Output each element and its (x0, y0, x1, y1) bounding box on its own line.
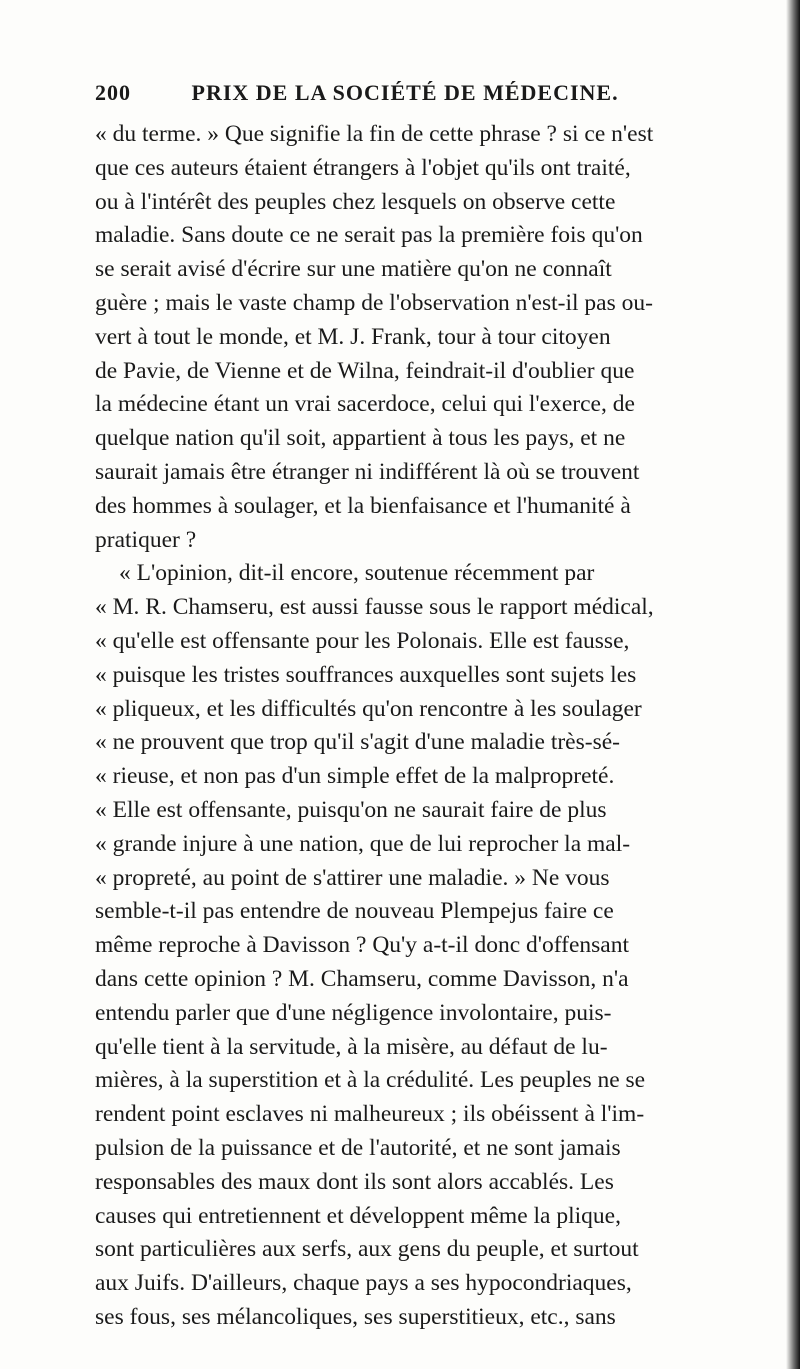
text-line: causes qui entretiennent et développent même la plique, (95, 1202, 621, 1229)
text-line: sont particulières aux serfs, aux gens du peuple, et surtout (95, 1236, 639, 1263)
text-line: qu'elle tient à la servitude, à la misère, au défaut de lu- (95, 1033, 608, 1060)
text-line: « ne prouvent que trop qu'il s'agit d'une maladie très-sé- (95, 729, 620, 756)
text-line: aux Juifs. D'ailleurs, chaque pays a ses hypocondriaques, (95, 1270, 632, 1297)
text-line: vert à tout le monde, et M. J. Frank, tour à tour citoyen (95, 323, 611, 350)
paragraph-start-line: « L'opinion, dit-il encore, soutenue récemment par (119, 560, 595, 587)
running-header (95, 80, 735, 114)
text-line: ou à l'intérêt des peuples chez lesquels on observe cette (95, 188, 616, 215)
text-line: des hommes à soulager, et la bienfaisance et l'humanité à (95, 492, 631, 519)
text-line: dans cette opinion ? M. Chamseru, comme Davisson, n'a (95, 965, 629, 992)
text-line: « pliqueux, et les difficultés qu'on rencontre à les soulager (95, 695, 642, 722)
text-line: « du terme. » Que signifie la fin de cette phrase ? si ce n'est (95, 121, 654, 147)
text-line: « qu'elle est offensante pour les Polonais. Elle est fausse, (95, 627, 630, 654)
text-line: quelque nation qu'il soit, appartient à tous les pays, et ne (95, 425, 626, 452)
text-line: mières, à la superstition et à la crédulité. Les peuples ne se (95, 1067, 646, 1094)
text-line: « Elle est offensante, puisqu'on ne saurait faire de plus (95, 796, 607, 823)
text-line: même reproche à Davisson ? Qu'y a-t-il donc d'offensant (95, 932, 629, 959)
text-line: pulsion de la puissance et de l'autorité, et ne sont jamais (95, 1134, 621, 1161)
text-line: « rieuse, et non pas d'un simple effet de la malpropreté. (95, 763, 615, 790)
text-line: saurait jamais être étranger ni indifférent là où se trouvent (95, 458, 640, 485)
text-line: se serait avisé d'écrire sur une matière qu'on ne connaît (95, 256, 612, 283)
text-line: la médecine étant un vrai sacerdoce, celui qui l'exerce, de (95, 391, 635, 418)
text-line: de Pavie, de Vienne et de Wilna, feindrait-il d'oublier que (95, 357, 635, 384)
running-title: PRIX DE LA SOCIÉTÉ DE MÉDECINE. (191, 80, 619, 105)
text-line: « grande injure à une nation, que de lui reprocher la mal- (95, 830, 631, 857)
text-line: maladie. Sans doute ce ne serait pas la première fois qu'on (95, 222, 643, 249)
text-line: que ces auteurs étaient étrangers à l'objet qu'ils ont traité, (95, 154, 631, 181)
text-line: « M. R. Chamseru, est aussi fausse sous le rapport médical, (95, 594, 654, 621)
text-line: « puisque les tristes souffrances auxquelles sont sujets les (95, 661, 637, 688)
text-line: responsables des maux dont ils sont alors accablés. Les (95, 1168, 614, 1195)
page-edge-shadow (786, 0, 800, 1369)
text-line: entendu parler que d'une négligence involontaire, puis- (95, 999, 612, 1026)
body-text (95, 118, 765, 1335)
text-line: semble-t-il pas entendre de nouveau Plempejus faire ce (95, 898, 614, 925)
text-line: rendent point esclaves ni malheureux ; ils obéissent à l'im- (95, 1101, 645, 1128)
text-line: pratiquer ? (95, 526, 197, 553)
text-line: « propreté, au point de s'attirer une maladie. » Ne vous (95, 864, 610, 891)
text-line: ses fous, ses mélancoliques, ses superstitieux, etc., sans (95, 1303, 616, 1330)
page-number: 200 (95, 80, 131, 105)
text-line: guère ; mais le vaste champ de l'observation n'est-il pas ou- (95, 289, 653, 316)
